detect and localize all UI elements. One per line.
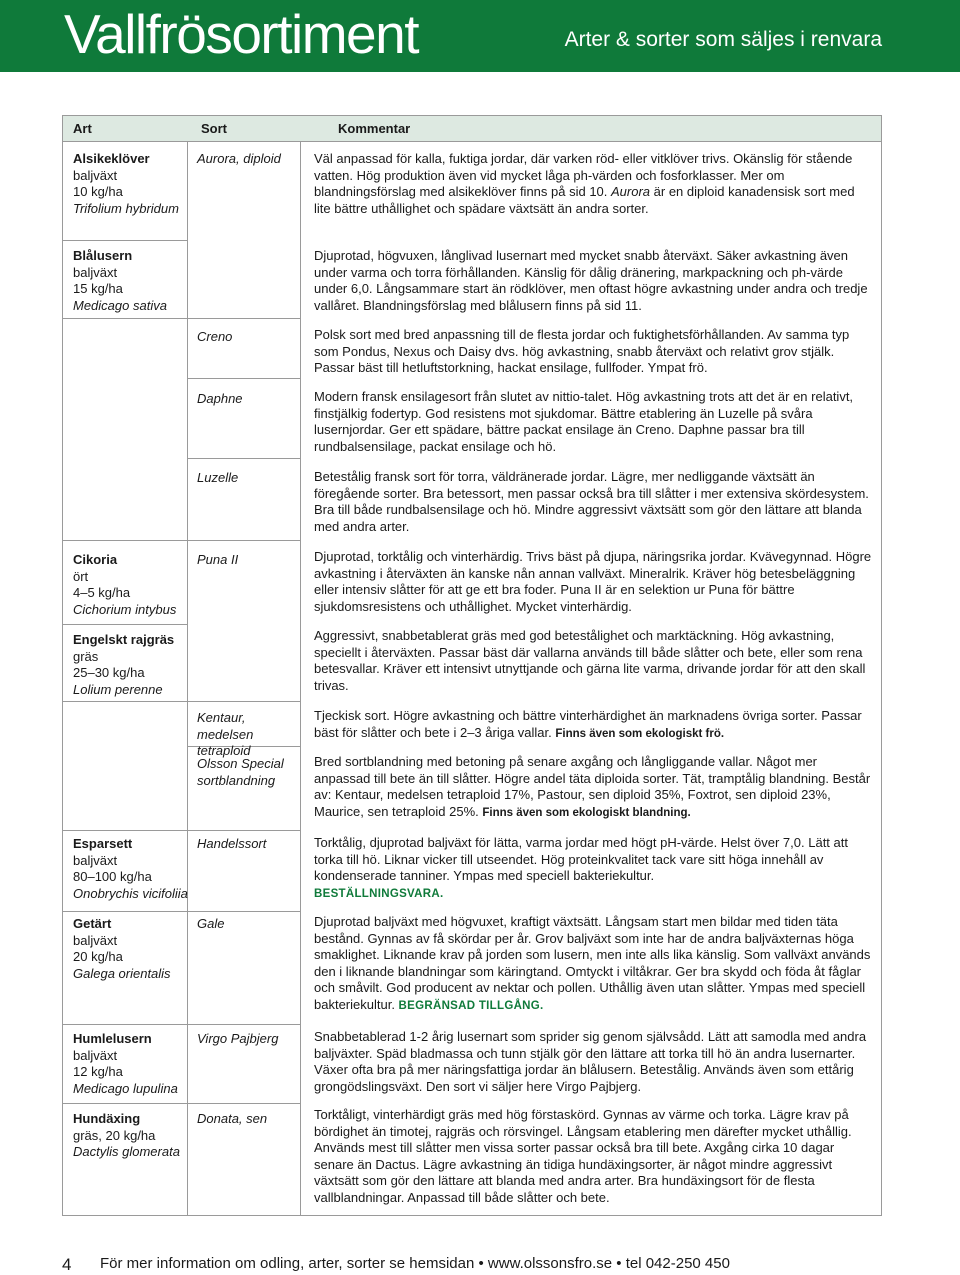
row-divider [187,458,300,459]
comment-luzelle: Betestålig fransk sort för torra, väldränerade jordar. Lägre, mer nedliggande växtsätt än föregående sorter. Bra betessort, men passar också bra till slåtter i mer extensiva skördesystem. Bra till både rundbalsensilage och hö. Mindre aggressivt växtsätt som gör den lättare att blanda med andra arter. [314,469,869,534]
art-cell-blalusern [73,248,167,314]
comment-kentaur [314,708,874,742]
page-number: 4 [62,1255,72,1274]
comment-text: är en diploid kanadensisk sort med lite bättre uthållighet och spädare växtsätt än andra sorter. [314,184,855,216]
column-divider [187,142,188,1216]
row-divider [63,318,187,319]
column-header-kommentar: Kommentar [338,121,411,136]
column-header-sort: Sort [201,121,227,136]
sort-olsson-special: Olsson Special sortblandning [197,756,284,788]
column-divider [300,142,301,1216]
comment-variety-name: Aurora [611,184,651,199]
row-divider [63,701,187,702]
art-latin: Galega orientalis [73,965,171,981]
art-name: Getärt [73,916,112,931]
art-type: gräs, 20 kg/ha [73,1127,156,1143]
art-name: Blålusern [73,248,133,263]
art-cell-esparsett [73,836,188,902]
row-divider [187,911,300,912]
art-latin: Lolium perenne [73,681,163,697]
row-divider [63,830,187,831]
comment-text: Väl anpassad för kalla, fuktiga jordar, där varken röd- eller vitklöver trivs. Okänslig för stående vatten. Hög produktion även vid mycket låga ph-värden och fosforklasser. Mer om blandningsförslag med alsikeklöver finns på sid 10. [314,151,853,199]
art-name: Cikoria [73,552,118,567]
sort-luzelle: Luzelle [197,470,239,485]
art-latin: Cichorium intybus [73,601,177,617]
page-header [0,0,960,72]
comment-text: Bred sortblandning med betoning på senare axgång och långliggande vallar. Något mer anpassad till bete än till slåtter. Högre andel täta diploida sorter. Tät, tramptålig blandning. Består av: Kentaur, medelsen tetraploid 17%, Pastour, sen diploid 35%, Foxtrot, sen diploid 23%, Maurice, sen tetraploid 25%. [314,754,871,819]
art-latin: Trifolium hybridum [73,200,179,216]
art-rate: 12 kg/ha [73,1064,123,1079]
comment-alsikeklover [314,151,874,217]
art-name: Esparsett [73,836,133,851]
comment-daphne: Modern fransk ensilagesort från slutet av nittio-talet. Hög avkastning trots att det är en relativt, finstjälkig fodertyp. God resistens mot sjukdomar. Bättre etablering än Luzelle på svåra lusernjordar. Ger ett spädare, bättre packat ensilage än Creno. Daphne passar bra till rundbalsensilage, packat ensilage och hö. [314,389,854,454]
sort-creno: Creno [197,329,233,344]
availability-tag: BEGRÄNSAD TILLGÅNG. [398,999,544,1012]
art-latin: Dactylis glomerata [73,1144,180,1159]
comment-text: Tjeckisk sort. Högre avkastning och bättre vinterhärdighet än marknadens övriga sorter. Passar bäst för slåtter och bete i 2–3 åriga vallar. [314,708,862,740]
sort-kentaur: Kentaur, medelsen tetraploid [197,710,254,758]
art-cell-getart [73,916,171,982]
row-divider [187,1103,300,1104]
comment-blalusern: Djuprotad, högvuxen, långlivad lusernart med mycket snabb återväxt. Säker avkastning även under varma och torra förhållanden. Känslig för dålig dränering, markpackning och ph-värde under 6,0. Långsammare start än rödklöver, men oftast högre avkastning under andra och tredje vallåret. Blandningsförslag med blålusern finns på sid 11. [314,248,868,313]
comment-humlelusern: Snabbetablerad 1-2 årig lusernart som sprider sig genom självsådd. Lätt att samodla med andra baljväxter. Späd bladmassa och tunn stjälk gör den lättare att torka till hö än andra lusernarter. Växer ofta bra på mer näringsfattiga jordar än blålusern. Betestålig. Används även som ettårig grongödslingsväxt. Den sort vi säljer here Virgo Pajbjerg. [314,1029,867,1094]
row-divider [63,624,187,625]
art-rate: 25–30 kg/ha [73,665,145,680]
comment-getart [314,914,874,1014]
art-rate: 15 kg/ha [73,281,123,296]
art-rate: 10 kg/ha [73,184,123,199]
sort-gale: Gale [197,916,225,931]
sort-donata: Donata, sen [197,1111,268,1126]
art-name: Alsikeklöver [73,151,150,166]
art-type: ört [73,568,89,584]
organic-note: Finns även som ekologiskt blandning. [482,806,691,819]
sort-virgo-pajbjerg: Virgo Pajbjerg [197,1031,279,1046]
comment-text: Djuprotad baljväxt med högvuxet, kraftigt växtsätt. Långsam start men bildar med tiden täta bestånd. Gynnas av få skördar per år. Grov baljväxt som inte har de andra baljväxternas höga smaklighet. Liknande krav på jorden som lusern, men inte alls lika känslig. Som vallväxt används den i liknande blandningar som käringtand. Omtyckt i viltåkrar. Ger bra skydd och föda åt fåglar och småvilt. God producent av nektar och pollen. Uthållig även utan slåtter. Ympas med speciell bakteriekultur. [314,914,871,1012]
row-divider [63,1024,187,1025]
art-type: baljväxt [73,1047,118,1063]
row-divider [63,540,187,541]
art-rate: 80–100 kg/ha [73,869,152,884]
art-rate: 4–5 kg/ha [73,585,131,600]
footer-contact-text: För mer information om odling, arter, sorter se hemsidan • www.olssonsfro.se • tel 042-250 450 [100,1255,730,1272]
column-header-art: Art [73,121,92,136]
assortment-table [62,115,882,1216]
art-rate: 20 kg/ha [73,949,123,964]
art-name: Hundäxing [73,1111,141,1126]
sort-aurora: Aurora, diploid [197,151,281,166]
art-latin: Onobrychis vicifoliia [73,885,188,901]
row-divider [187,378,300,379]
row-divider [63,1103,187,1104]
row-divider [187,318,300,319]
sort-daphne: Daphne [197,391,243,406]
comment-creno: Polsk sort med bred anpassning till de flesta jordar och fuktighetsförhållanden. Av samma typ som Pondus, Nexus och Daisy dvs. hög avkastning, snabb återväxt och relativt grov stjälk. Passar bäst till hetluftstorkning, hackat ensilage, fullfoder. Ympat frö. [314,327,850,375]
row-divider [187,540,300,541]
art-cell-hundaxing [73,1111,180,1161]
availability-tag: BESTÄLLNINGSVARA. [314,887,444,900]
art-name: Humlelusern [73,1031,152,1046]
art-cell-cikoria [73,552,176,618]
row-divider [187,701,300,702]
art-type: baljväxt [73,167,118,183]
art-cell-humlelusern [73,1031,178,1097]
page-subtitle: Arter & sorter som säljes i renvara [564,28,882,51]
organic-note: Finns även som ekologiskt frö. [555,727,725,740]
comment-olsson-special [314,754,874,821]
row-divider [187,830,300,831]
comment-rajgras: Aggressivt, snabbetablerat gräs med god betestålighet och marktäckning. Hög avkastning, speciellt i återväxten. Passar bäst där vallarna används till både slåtter och bete, eller som rena betesvallar. Kräver ett intensivt utnyttjande och gärna lite varma, drivande jordar för att den skall trivas. [314,628,866,693]
art-type: baljväxt [73,852,118,868]
art-type: baljväxt [73,932,118,948]
art-latin: Medicago lupulina [73,1080,178,1096]
art-latin: Medicago sativa [73,297,167,313]
art-cell-alsikeklover [73,151,179,217]
row-divider [187,1024,300,1025]
comment-text: Torktålig, djuprotad baljväxt för lätta, varma jordar med högt pH-värde. Helst över 7,0. Lätt att torka till hö. Liknar vicker till utseendet. Hög proteinkvalitet tack vare sitt höga innehåll av kondenserade tanniner. Ympas med speciell bakteriekultur. [314,835,848,883]
sort-handelssort: Handelssort [197,836,267,851]
art-name: Engelskt rajgräs [73,632,175,647]
sort-puna: Puna II [197,552,239,567]
table-header-row [63,116,881,142]
row-divider [63,240,187,241]
comment-puna: Djuprotad, torktålig och vinterhärdig. Trivs bäst på djupa, näringsrika jordar. Kvävegynnad. Högre avkastning i återväxten än kanske nån annan vallväxt. Mineralrik. Kräver hög betesbeläggning eller intensiv slåtter för att ge ett bra foder. Puna II är en selektion ur Puna för bättre sjukdomsresistens och uthållighet. Mycket vinterhärdig. [314,549,872,614]
page-title: Vallfrösortiment [64,3,418,65]
comment-hundaxing: Torktåligt, vinterhärdigt gräs med hög förstaskörd. Gynnas av värme och torka. Lägre krav på bördighet än timotej, rajgräs och rörsvingel. Långsam etablering men därefter mycket uthållig. Används mest till slåtter men vissa sorter passar också bra till bete. Axgång cirka 10 dagar senare än Dactus. Lägre avkastning än tidiga hundäxingsorter, är något mindre aggressivt växtsätt som gör den lättare att blanda med andra arter. Bra hundäxingsort för de flesta vallblandningar. Anpassad till både slåtter och bete. [314,1107,852,1205]
art-cell-engelskt-rajgras [73,632,174,698]
row-divider [63,911,187,912]
art-type: gräs [73,648,99,664]
art-type: baljväxt [73,264,118,280]
comment-esparsett [314,835,874,902]
